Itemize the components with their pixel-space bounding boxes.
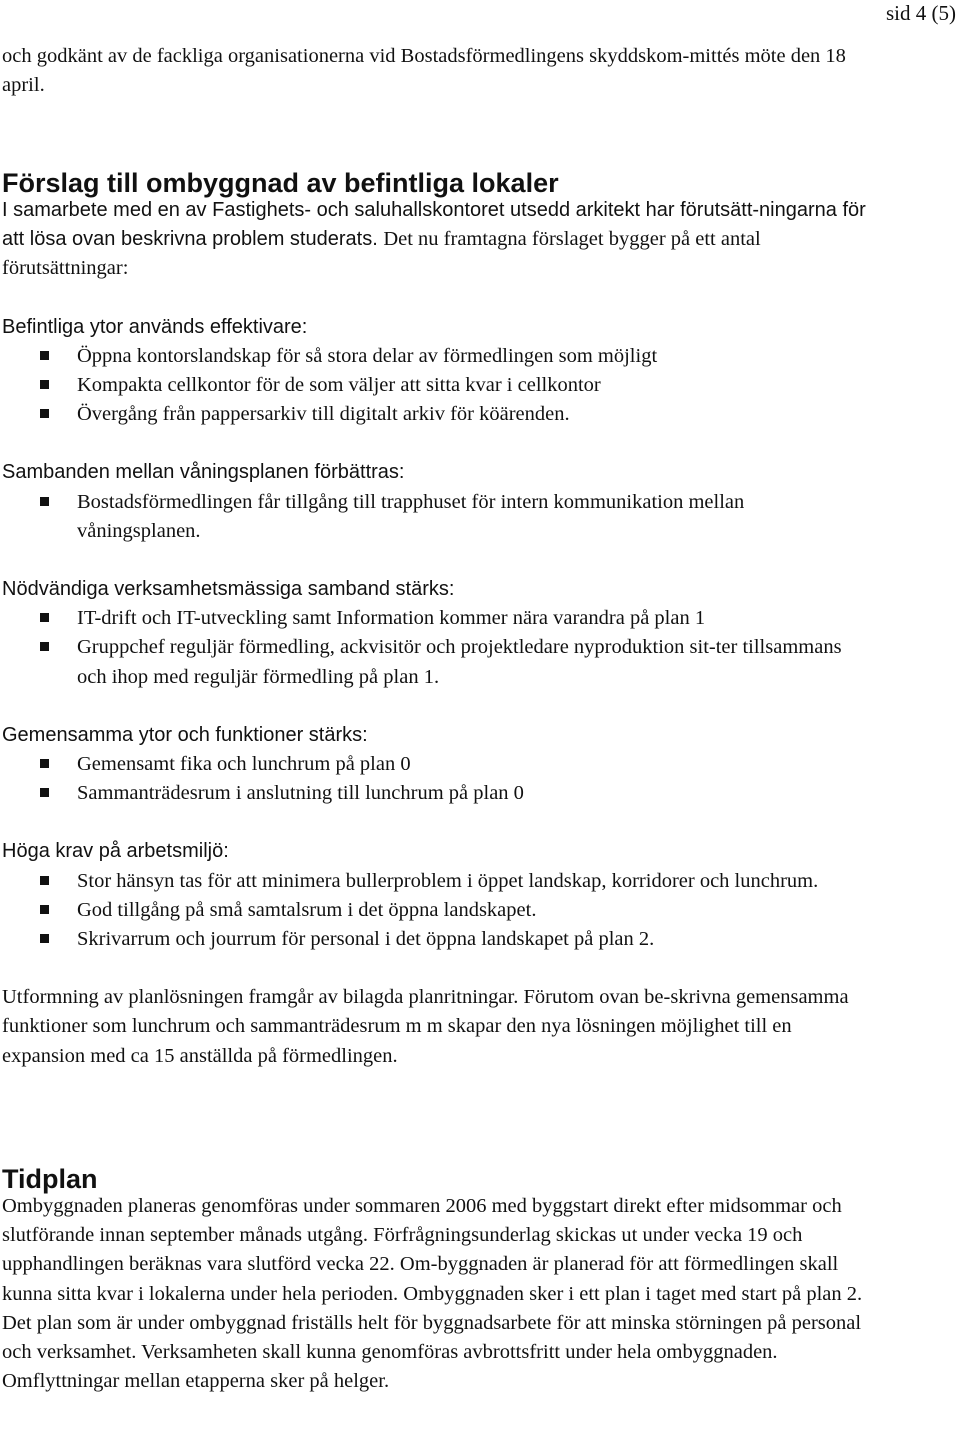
bullet-list (2, 750, 870, 808)
bullet-square-icon (40, 409, 49, 418)
section-heading: Förslag till ombyggnad av befintliga lokaler (2, 168, 559, 198)
list-item: Gruppchef reguljär förmedling, ackvisitör och projektledare nyproduktion sit-ter tillsammans och ihop med reguljär förmedling på plan 1. (2, 633, 870, 691)
group-arbetsmiljo (2, 837, 870, 954)
list-item: Bostadsförmedlingen får tillgång till trapphuset för intern kommunikation mellan våningsplanen. (2, 488, 870, 546)
bullet-square-icon (40, 351, 49, 360)
list-item: IT-drift och IT-utveckling samt Information kommer nära varandra på plan 1 (2, 604, 870, 633)
bullet-square-icon (40, 613, 49, 622)
group-verksamhet (2, 575, 870, 692)
group-samband (2, 458, 870, 546)
bullet-list (2, 342, 870, 430)
page-number: sid 4 (5) (886, 1, 956, 25)
bullet-square-icon (40, 905, 49, 914)
bullet-list (2, 867, 870, 955)
list-item: Skrivarrum och jourrum för personal i det öppna landskapet på plan 2. (2, 925, 870, 954)
group-title: Höga krav på arbetsmiljö: (2, 840, 229, 863)
bullet-list (2, 604, 870, 692)
group-title: Sambanden mellan våningsplanen förbättras: (2, 461, 405, 484)
paragraph-serif-part: Det nu framtagna förslaget bygger på ett antal förutsättningar: (2, 228, 761, 280)
group-gemensamma (2, 721, 870, 809)
tidplan-paragraph: Ombyggnaden planeras genomföras under sommaren 2006 med byggstart direkt efter midsommar och slutförande innan september månads utgång. Förfrågningsunderlag skickas ut under vecka 19 och upphandlingen beräknas vara slutförd vecka 22. Om-byggnaden är planerad för att förmedlingen skall kunna sitta kvar i lokalerna under hela perioden. Ombyggnaden sker i ett plan i taget med start på plan 2. Det plan som är under ombyggnad friställs helt för byggnadsarbete för att minska störningen på personal och verksamhet. Verksamheten skall kunna genomföras avbrottsfritt under hela ombyggnaden. Omflyttningar mellan etapperna sker på helger. (2, 1195, 863, 1393)
bullet-square-icon (40, 497, 49, 506)
list-item: Gemensamt fika och lunchrum på plan 0 (2, 750, 870, 779)
bullet-square-icon (40, 642, 49, 651)
paragraph-sans-part: I samarbete med en av Fastighets- och saluhallskontoret utsedd arkitekt har förutsätt-ningarna för att lösa ovan beskrivna problem studerats. (2, 199, 866, 251)
bullet-square-icon (40, 788, 49, 797)
section-ombyggnad (2, 166, 870, 1071)
intro-paragraph: och godkänt av de fackliga organisationerna vid Bostadsförmedlingens skyddskom-mittés möte den 18 april. (2, 45, 846, 97)
group-title: Nödvändiga verksamhetsmässiga samband stärks: (2, 578, 455, 601)
bullet-square-icon (40, 934, 49, 943)
group-effektivare (2, 313, 870, 430)
list-item: Kompakta cellkontor för de som väljer att sitta kvar i cellkontor (2, 371, 870, 400)
list-item: Sammanträdesrum i anslutning till lunchrum på plan 0 (2, 779, 870, 808)
bullet-list (2, 488, 870, 546)
section-tidplan (2, 1162, 870, 1396)
list-item: Övergång från pappersarkiv till digitalt arkiv för köärenden. (2, 400, 870, 429)
section-heading: Tidplan (2, 1164, 98, 1194)
bullet-square-icon (40, 380, 49, 389)
group-title: Befintliga ytor används effektivare: (2, 315, 308, 338)
closing-paragraph: Utformning av planlösningen framgår av bilagda planritningar. Förutom ovan be-skrivna gemensamma funktioner som lunchrum och sammanträdesrum m m skapar den nya lösningen möjlighet till en expansion med ca 15 anställda på förmedlingen. (2, 986, 849, 1067)
section-paragraph (2, 196, 870, 284)
bullet-square-icon (40, 876, 49, 885)
bullet-square-icon (40, 759, 49, 768)
list-item: Öppna kontorslandskap för så stora delar av förmedlingen som möjligt (2, 342, 870, 371)
group-title: Gemensamma ytor och funktioner stärks: (2, 723, 368, 746)
list-item: Stor hänsyn tas för att minimera bullerproblem i öppet landskap, korridorer och lunchrum. (2, 867, 870, 896)
list-item: God tillgång på små samtalsrum i det öppna landskapet. (2, 896, 870, 925)
